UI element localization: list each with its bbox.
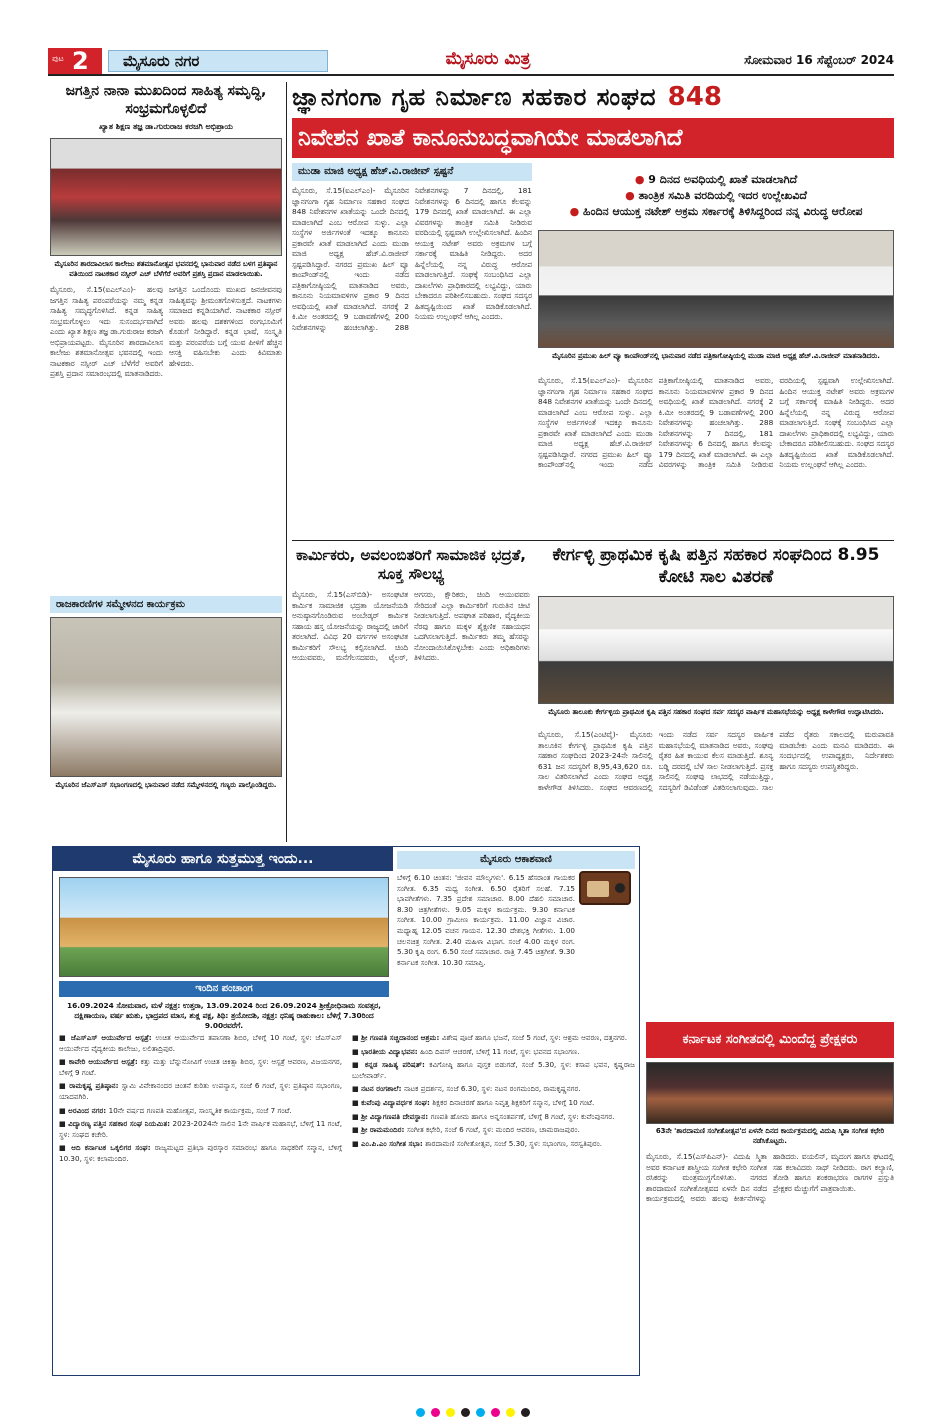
event-listing-item	[352, 1060, 635, 1081]
page-number-badge	[48, 48, 102, 74]
panchanga-text: 16.09.2024 ಸೋಮವಾರ, ಮಳೆ ನಕ್ಷತ್ರ: ಉತ್ತರಾ, 13.09.2024 ರಿಂದ 26.09.2024 ಶ್ರೀಕ್ರೋಧಿನಾಮ ಸಂವತ್ಸರ, ದಕ್ಷಿಣಾಯಣ, ವರ್ಷ ಋತು, ಭಾದ್ರಪದ ಮಾಸ, ಶುಕ್ಲ ಪಕ್ಷ, ತಿಥಿ: ತ್ರಯೋದಶಿ, ನಕ್ಷತ್ರ: ಧನಿಷ್ಠ ರಾಹುಕಾಲ: ಬೆಳಿಗ್ಗೆ 7.30ರಿಂದ 9.00ರವರೆಗೆ.	[67, 1001, 381, 1030]
event-listing-item	[352, 1047, 635, 1058]
event-listing-title: ಕುವೆಂಪು ವಿದ್ಯಾವರ್ಧಕ ಸಂಘ:	[361, 1097, 433, 1107]
event-listing-title: ಆದಿ ಕರ್ನಾಟಕ ಒಕ್ಕಲಿಗರ ಸಂಘ:	[71, 1143, 155, 1153]
culture-body: ಮೈಸೂರು, ಸೆ.15(ಐಎಲ್‌ಎಂ)- ಹಲವು ಜಗತ್ತಿನ ಸಾಹಿತ್ಯ ಪರಂಪರೆಯನ್ನು ನಮ್ಮ ಕನ್ನಡ ಸಾಹಿತ್ಯ ಸಮೃದ್ಧಗೊಳಿಸಿದೆ. ಕನ್ನಡ ಸಾಹಿತ್ಯ ಸಂಭ್ರಮಗೊಳ್ಳಲು ಇದು ಸುಸಂದರ್ಭವಾಗಿದೆ ಎಂದು ಖ್ಯಾತ ಶಿಕ್ಷಣ ತಜ್ಞ ಡಾ.ಗುರುರಾಜ ಕರಜಗಿ ಅಭಿಪ್ರಾಯಪಟ್ಟರು. ಮೈಸೂರಿನ ಶಾರದಾವಿಲಾಸ ಕಾಲೇಜು ಶತಮಾನೋತ್ಸವ ಭವನದಲ್ಲಿ ಇಂದು ನಾಟಕಕಾರ ನಸ್ಸೀರ್ ಎಚ್ ಬೆಳೆಗೆರೆ ಅವರಿಗೆ ಪ್ರಶಸ್ತಿ ಪ್ರದಾನ ಸಮಾರಂಭದಲ್ಲಿ ಮಾತನಾಡಿದರು. ಜಗತ್ತಿನ ಒಂದೊಂದು ಮುಖದ ಜನಜೀವನವು ಸಾಹಿತ್ಯವನ್ನು ಶ್ರೀಮಂತಗೊಳಿಸುತ್ತದೆ. ನಾಟಕಗಳು ಸಮಾಜದ ಕನ್ನಡಿಯಾಗಿವೆ. ನಾಟಕಕಾರ ನಸ್ಸೀರ್ ಅವರು ಹಲವು ದಶಕಗಳಿಂದ ರಂಗಭೂಮಿಗೆ ಕೊಡುಗೆ ನೀಡಿದ್ದಾರೆ. ಕನ್ನಡ ಭಾಷೆ, ಸಂಸ್ಕೃತಿ ಮತ್ತು ಪರಂಪರೆಯ ಬಗ್ಗೆ ಯುವ ಪೀಳಿಗೆ ಹೆಚ್ಚಿನ ಆಸಕ್ತಿ ವಹಿಸಬೇಕು ಎಂದು ಕಿವಿಮಾತು ಹೇಳಿದರು.	[50, 285, 282, 378]
lead-kicker: ಮುಡಾ ಮಾಜಿ ಅಧ್ಯಕ್ಷ ಹೆಚ್.ವಿ.ರಾಜೀವ್ ಸ್ಪಷ್ಟನೆ	[292, 163, 532, 181]
event-listing-title: ಶ್ರೀ ವಿದ್ಯಾಗಣಪತಿ ದೇವಸ್ಥಾನ:	[361, 1111, 431, 1121]
listing-bullet-icon: ■	[352, 1033, 362, 1042]
rajakarani-photo-caption: ಮೈಸೂರಿನ ಜೆಎಸ್‌ಎಸ್ ಸಭಾಂಗಣದಲ್ಲಿ ಭಾನುವಾರ ನಡೆದ ಸಮ್ಮೇಳನದಲ್ಲಿ ಗಣ್ಯರು ಪಾಲ್ಗೊಂಡಿದ್ದರು.	[55, 781, 277, 789]
event-listing-text: ಶಿಕ್ಷಕರ ದಿನಾಚರಣೆ ಹಾಗೂ ನಿವೃತ್ತ ಶಿಕ್ಷಕರಿಗೆ ಸನ್ಮಾನ, ಬೆಳಿಗ್ಗೆ 10 ಗಂಟೆ.	[432, 1097, 595, 1107]
event-listings	[59, 1033, 635, 1369]
section-title: ಮೈಸೂರು ನಗರ	[108, 50, 328, 72]
lead-headline-2: ನಿವೇಶನ ಖಾತೆ ಕಾನೂನುಬದ್ಧವಾಗಿಯೇ ಮಾಡಲಾಗಿದೆ	[292, 118, 894, 158]
cooperative-body: ಮೈಸೂರು, ಸೆ.15(ಎಂಟಿವೈ)- ಮೈಸೂರು ತಾಲೂಕಿನ ಕೇರ್ಗಳ್ಳಿ ಪ್ರಾಥಮಿಕ ಕೃಷಿ ಪತ್ತಿನ ಸಹಕಾರ ಸಂಘದಿಂದ 2023-24ನೇ ಸಾಲಿನಲ್ಲಿ 631 ಜನ ಸದಸ್ಯರಿಗೆ 8,95,43,620 ರೂ. ಸಾಲ ವಿತರಿಸಲಾಗಿದೆ ಎಂದು ಸಂಘದ ಅಧ್ಯಕ್ಷ ಕಾಳೇಗೌಡ ತಿಳಿಸಿದರು. ಸಂಘದ ಆವರಣದಲ್ಲಿ ಇಂದು ನಡೆದ ಸರ್ವ ಸದಸ್ಯರ ವಾರ್ಷಿಕ ಮಹಾಸಭೆಯಲ್ಲಿ ಮಾತನಾಡಿದ ಅವರು, ಸಂಘವು ರೈತರ ಹಿತ ಕಾಯುವ ಕೆಲಸ ಮಾಡುತ್ತಿದೆ. ಶೂನ್ಯ ಬಡ್ಡಿ ದರದಲ್ಲಿ ಬೆಳೆ ಸಾಲ ನೀಡಲಾಗುತ್ತಿದೆ. ಪ್ರಸಕ್ತ ಸಾಲಿನಲ್ಲಿ ಸಂಘವು ಲಾಭದಲ್ಲಿ ನಡೆಯುತ್ತಿದ್ದು, ಸದಸ್ಯರಿಗೆ ಡಿವಿಡೆಂಡ್ ವಿತರಿಸಲಾಗುವುದು. ಸಾಲ ಪಡೆದ ರೈತರು ಸಕಾಲದಲ್ಲಿ ಮರುಪಾವತಿ ಮಾಡಬೇಕು ಎಂದು ಮನವಿ ಮಾಡಿದರು. ಈ ಸಂದರ್ಭದಲ್ಲಿ ಉಪಾಧ್ಯಕ್ಷರು, ನಿರ್ದೇಶಕರು ಹಾಗೂ ಸದಸ್ಯರು ಉಪಸ್ಥಿತರಿದ್ದರು.	[538, 730, 894, 792]
bullet-icon: ●	[569, 205, 580, 218]
event-listing-text: ಕವಿಗೋಷ್ಠಿ ಹಾಗೂ ಪುಸ್ತಕ ಬಿಡುಗಡೆ, ಸಂಜೆ 5.30, ಸ್ಥಳ: ಕಸಾಪ ಭವನ, ಕೃಷ್ಣರಾಜ ಬುಲೇವಾರ್ಡ್.	[352, 1060, 635, 1080]
event-listing-text: ಹಿಂದಿ ದಿವಸ್ ಆಚರಣೆ, ಬೆಳಿಗ್ಗೆ 11 ಗಂಟೆ, ಸ್ಥಳ: ಭವನದ ಸಭಾಂಗಣ.	[420, 1046, 580, 1056]
music-body: ಮೈಸೂರು, ಸೆ.15(ಎಸ್‌ಪಿಎನ್)- ವಿದುಷಿ ಸ್ಮಿತಾ ಅವರ ಕರ್ನಾಟಕ ಶಾಸ್ತ್ರೀಯ ಸಂಗೀತ ಕಛೇರಿ ಸಂಗೀತ ರಸಿಕರನ್ನು ಮಂತ್ರಮುಗ್ಧಗೊಳಿಸಿತು. ನಗರದ ಶಾರದಾಮಣಿ ಸಂಗೀತೋತ್ಸವದ ಏಳನೇ ದಿನ ನಡೆದ ಕಾರ್ಯಕ್ರಮದಲ್ಲಿ ಅವರು ಹಲವು ಕೀರ್ತನೆಗಳನ್ನು ಹಾಡಿದರು. ವಯಲಿನ್, ಮೃದಂಗ ಹಾಗೂ ಘಟದಲ್ಲಿ ಸಹ ಕಲಾವಿದರು ಸಾಥ್ ನೀಡಿದರು. ರಾಗ ಕಲ್ಯಾಣಿ, ತೋಡಿ ಹಾಗೂ ಶಂಕರಾಭರಣ ರಾಗಗಳ ಪ್ರಸ್ತುತಿ ಪ್ರೇಕ್ಷಕರ ಮೆಚ್ಚುಗೆಗೆ ಪಾತ್ರವಾಯಿತು.	[646, 1152, 894, 1203]
rajakarani-photo	[50, 617, 282, 777]
date: ಸೋಮವಾರ 16 ಸೆಪ್ಟೆಂಬರ್ 2024	[744, 53, 894, 67]
culture-photo	[50, 138, 282, 256]
event-listing-text: ಶಾರದಾಮಣಿ ಸಂಗೀತೋತ್ಸವ, ಸಂಜೆ 5.30, ಸ್ಥಳ: ಸಭಾಂಗಣ, ಸರಸ್ವತಿಪುರಂ.	[425, 1138, 603, 1148]
radio-icon	[579, 871, 631, 905]
panchanga-title: ಇಂದಿನ ಪಂಚಾಂಗ	[59, 981, 389, 997]
listing-bullet-icon: ■	[352, 1060, 365, 1070]
event-listing-title: ಕಾವೇರಿ ಆಯುರ್ವೇದ ಆಸ್ಪತ್ರೆ:	[68, 1057, 141, 1067]
event-listing-item	[59, 1057, 342, 1078]
radio-schedule: ಬೆಳಿಗ್ಗೆ 6.10 ಚಿಂತನ: 'ಜೀವನ ಮೌಲ್ಯಗಳು'. 6.15 ಹೆಸರಾಂತ ಗಾಯಕರ ಸಂಗೀತ. 6.35 ಮಧ್ಯ ಸಂಗೀತ. 6.50 ರೈತರಿಗೆ ಸಲಹೆ. 7.15 ಭಾವಗೀತೆಗಳು. 7.35 ಪ್ರದೇಶ ಸಮಾಚಾರ. 8.00 ದೆಹಲಿ ಸಮಾಚಾರ. 8.30 ಚಿತ್ರಗೀತೆಗಳು. 9.05 ಮಕ್ಕಳ ಕಾರ್ಯಕ್ರಮ. 9.30 ಕರ್ನಾಟಕ ಸಂಗೀತ. 10.00 ಗ್ರಾಮೀಣ ಕಾರ್ಯಕ್ರಮ. 11.00 ವಿಜ್ಞಾನ ವಿಚಾರ. ಮಧ್ಯಾಹ್ನ 12.05 ವಚನ ಗಾಯನ. 12.30 ದೇಶಭಕ್ತಿ ಗೀತೆಗಳು. 1.00 ಚಲನಚಿತ್ರ ಸಂಗೀತ. 2.40 ಮಹಿಳಾ ವಿಭಾಗ. ಸಂಜೆ 4.00 ಮಕ್ಕಳ ರಂಗ. 5.30 ಕೃಷಿ ರಂಗ. 6.50 ಸಂಜೆ ಸಮಾಚಾರ. ರಾತ್ರಿ 7.45 ಚಿತ್ರಗೀತೆ. 9.30 ಕರ್ನಾಟಕ ಸಂಗೀತ. 10.30 ಸಮಾಪ್ತಿ.	[397, 873, 575, 967]
event-listing-text: 10ನೇ ವರ್ಷದ ಗಣಪತಿ ಮಹೋತ್ಸವ, ಸಾಂಸ್ಕೃತಿಕ ಕಾರ್ಯಕ್ರಮ, ಸಂಜೆ 7 ಗಂಟೆ.	[108, 1105, 292, 1115]
page-number: 2	[72, 47, 89, 75]
registration-dot	[521, 1408, 530, 1417]
event-listing-title: ಅರವಿಂದ ನಗರ:	[68, 1105, 109, 1115]
event-listing-item	[59, 1033, 342, 1054]
column-divider	[286, 82, 287, 842]
culture-photo-caption: ಮೈಸೂರಿನ ಶಾರದಾವಿಲಾಸ ಕಾಲೇಜು ಶತಮಾನೋತ್ಸವ ಭವನದಲ್ಲಿ ಭಾನುವಾರ ನಡೆದ ಬಳಗ ಪ್ರತಿಷ್ಠಾನ ವತಿಯಿಂದ ನಾಟಕಕಾರ ನಸ್ಸೀರ್ ಎಚ್ ಬೆಳೆಗೆರೆ ಅವರಿಗೆ ಪ್ರಶಸ್ತಿ ಪ್ರದಾನ ಮಾಡಲಾಯಿತು.	[54, 260, 278, 278]
lead-headline-line1: ಜ್ಞಾನಗಂಗಾ ಗೃಹ ನಿರ್ಮಾಣ ಸಹಕಾರ ಸಂಘದ	[292, 83, 657, 111]
event-listing-title: ಶ್ರೀ ರಾಮಮಂದಿರ:	[361, 1125, 407, 1135]
event-listing-item	[352, 1098, 635, 1109]
event-listing-title: ಶ್ರೀ ಗಣಪತಿ ಸಚ್ಚಿದಾನಂದ ಆಶ್ರಮ:	[361, 1033, 442, 1042]
lead-bullet-2: ತಾಂತ್ರಿಕ ಸಮಿತಿ ವರದಿಯಲ್ಲಿ ಇದರ ಉಲ್ಲೇಖವಿದೆ	[638, 189, 807, 202]
listing-bullet-icon: ■	[59, 1143, 72, 1153]
radio-title: ಮೈಸೂರು ಆಕಾಶವಾಣಿ	[397, 851, 635, 869]
lead-bottom-rule	[292, 540, 894, 541]
event-listing-text: ಕತ್ತು ಮತ್ತು ಬೆನ್ನುನೋವಿಗೆ ಉಚಿತ ಚಿಕಿತ್ಸಾ ಶಿಬಿರ, ಸ್ಥಳ: ಆಸ್ಪತ್ರೆ ಆವರಣ, ವಿಜಯನಗರ, ಬೆಳಿಗ್ಗೆ 9 ಗಂಟೆ.	[59, 1057, 343, 1077]
registration-dot	[476, 1408, 485, 1417]
lead-bullets	[538, 172, 894, 220]
listing-bullet-icon: ■	[352, 1125, 362, 1135]
listing-bullet-icon: ■	[352, 1097, 362, 1107]
culture-headline: ಜಗತ್ತಿನ ನಾನಾ ಮುಖದಿಂದ ಸಾಹಿತ್ಯ ಸಮೃದ್ಧಿ, ಸಂಭ್ರಮಗೊಳ್ಳಲಿದೆ	[65, 83, 267, 117]
event-listing-text: ವಿಶೇಷ ಪೂಜೆ ಹಾಗೂ ಭಜನೆ, ಸಂಜೆ 5 ಗಂಟೆ, ಸ್ಥಳ: ಆಶ್ರಮ ಆವರಣ, ದತ್ತನಗರ.	[441, 1033, 628, 1042]
today-banner: ಮೈಸೂರು ಹಾಗೂ ಸುತ್ತಮುತ್ತ ಇಂದು...	[53, 847, 393, 871]
event-listing-item	[352, 1033, 635, 1044]
lead-headline-1	[292, 82, 894, 118]
event-listing-title: ವಿದ್ಯಾರಣ್ಯ ಪತ್ತಿನ ಸಹಕಾರ ಸಂಘ ನಿಯಮಿತ:	[68, 1119, 173, 1129]
event-listing-text: 2023-2024ನೇ ಸಾಲಿನ 1ನೇ ವಾರ್ಷಿಕ ಮಹಾಸಭೆ, ಬೆಳಿಗ್ಗೆ 11 ಗಂಟೆ, ಸ್ಥಳ: ಸಂಘದ ಕಚೇರಿ.	[59, 1119, 342, 1139]
event-listing-title: ಕನ್ನಡ ಸಾಹಿತ್ಯ ಪರಿಷತ್:	[364, 1060, 430, 1070]
registration-dot	[446, 1408, 455, 1417]
registration-dot	[491, 1408, 500, 1417]
cooperative-headline: ಕೇರ್ಗಳ್ಳಿ ಪ್ರಾಥಮಿಕ ಕೃಷಿ ಪತ್ತಿನ ಸಹಕಾರ ಸಂಘದಿಂದ 8.95 ಕೋಟಿ ಸಾಲ ವಿತರಣೆ	[552, 545, 880, 587]
lead-body: ಮೈಸೂರು, ಸೆ.15(ಐಎಲ್‌ಎಂ)- ಮೈಸೂರಿನ ಜ್ಞಾನಗಂಗಾ ಗೃಹ ನಿರ್ಮಾಣ ಸಹಕಾರ ಸಂಘದ 848 ನಿವೇಶನಗಳ ಖಾತೆಯನ್ನು ಒಂದೇ ದಿನದಲ್ಲಿ ಮಾಡಲಾಗಿದೆ ಎಂಬ ಆರೋಪ ಸುಳ್ಳು. ಎಲ್ಲಾ ಸಂಸ್ಥೆಗಳ ಅರ್ಜಿಗಳಂತೆ ಇದಕ್ಕೂ ಕಾನೂನು ಪ್ರಕಾರವೇ ಖಾತೆ ಮಾಡಲಾಗಿದೆ ಎಂದು ಮುಡಾ ಮಾಜಿ ಅಧ್ಯಕ್ಷ ಹೆಚ್.ವಿ.ರಾಜೀವ್ ಸ್ಪಷ್ಟಪಡಿಸಿದ್ದಾರೆ. ನಗರದ ಪ್ರಮುಖ ಹಿಲ್ ವ್ಯೂ ಕಾಂಪೌಂಡ್‌ನಲ್ಲಿ ಇಂದು ನಡೆದ ಪತ್ರಿಕಾಗೋಷ್ಠಿಯಲ್ಲಿ ಮಾತನಾಡಿದ ಅವರು, ಕಾನೂನು ನಿಯಮಾವಳಿಗಳ ಪ್ರಕಾರ 9 ದಿನದ ಅವಧಿಯಲ್ಲಿ ಖಾತೆ ಮಾಡಲಾಗಿದೆ. ನಗರಕ್ಕೆ 2 ಕಿ.ಮೀ ಅಂತರದಲ್ಲಿ 9 ಬಡಾವಣೆಗಳಲ್ಲಿ 200 ನಿವೇಶನಗಳನ್ನು ಹಂಚಲಾಗಿತ್ತು. 288 ನಿವೇಶನಗಳನ್ನು 7 ದಿನದಲ್ಲಿ, 181 ನಿವೇಶನಗಳನ್ನು 6 ದಿನದಲ್ಲಿ ಹಾಗೂ ಕೆಲವನ್ನು 179 ದಿನದಲ್ಲಿ ಖಾತೆ ಮಾಡಲಾಗಿದೆ. ಈ ಎಲ್ಲಾ ವಿವರಗಳನ್ನು ತಾಂತ್ರಿಕ ಸಮಿತಿ ನೀಡಿರುವ ವರದಿಯಲ್ಲಿ ಸ್ಪಷ್ಟವಾಗಿ ಉಲ್ಲೇಖಿಸಲಾಗಿದೆ. ಹಿಂದಿನ ಆಯುಕ್ತ ನಟೇಶ್ ಅವರು ಅಕ್ರಮಗಳ ಬಗ್ಗೆ ಸರ್ಕಾರಕ್ಕೆ ಮಾಹಿತಿ ನೀಡಿದ್ದರು. ಅದರ ಹಿನ್ನೆಲೆಯಲ್ಲಿ ನನ್ನ ವಿರುದ್ಧ ಆರೋಪ ಮಾಡಲಾಗುತ್ತಿದೆ. ಸಂಘಕ್ಕೆ ಸಂಬಂಧಿಸಿದ ಎಲ್ಲಾ ದಾಖಲೆಗಳು ಪ್ರಾಧಿಕಾರದಲ್ಲಿ ಲಭ್ಯವಿದ್ದು, ಯಾರು ಬೇಕಾದರೂ ಪರಿಶೀಲಿಸಬಹುದು. ಸಂಘದ ಸದಸ್ಯರ ಹಿತದೃಷ್ಟಿಯಿಂದ ಖಾತೆ ಮಾಡಿಕೊಡಲಾಗಿದೆ. ನಿಯಮ ಉಲ್ಲಂಘನೆ ಆಗಿಲ್ಲ ಎಂದರು.	[292, 186, 532, 332]
rajakarani-story	[50, 596, 282, 844]
palace-photo	[59, 877, 389, 977]
lead-photo	[538, 230, 894, 348]
event-listing-title: ಜೆಎಸ್‌ಎಸ್ ಆಯುರ್ವೇದ ಆಸ್ಪತ್ರೆ:	[70, 1033, 156, 1042]
listing-bullet-icon: ■	[352, 1111, 362, 1121]
registration-dot	[416, 1408, 425, 1417]
workers-story	[292, 546, 530, 842]
culture-story	[50, 82, 282, 592]
event-listing-item	[59, 1081, 342, 1102]
music-headline: ಕರ್ನಾಟಕ ಸಂಗೀತದಲ್ಲಿ ಮಿಂದೆದ್ದ ಪ್ರೇಕ್ಷಕರು	[646, 1022, 894, 1058]
registration-dot	[431, 1408, 440, 1417]
event-listing-title: ಭಾರತೀಯ ವಿದ್ಯಾಭವನ:	[361, 1046, 421, 1056]
cooperative-photo	[538, 596, 894, 704]
event-listing-item	[59, 1106, 342, 1117]
lead-headline-number: 848	[667, 82, 722, 112]
event-listing-item	[352, 1112, 635, 1123]
event-listing-title: ರಾಮಕೃಷ್ಣ ಪ್ರತಿಷ್ಠಾನ:	[69, 1081, 122, 1091]
page-label: ಪುಟ	[52, 54, 64, 63]
today-box	[52, 846, 640, 1376]
event-listing-item	[352, 1084, 635, 1095]
listing-bullet-icon: ■	[59, 1057, 69, 1067]
bullet-icon: ●	[625, 189, 635, 202]
event-listing-text: ಸಂಗೀತ ಕಛೇರಿ, ಸಂಜೆ 6 ಗಂಟೆ, ಸ್ಥಳ: ಮಂದಿರ ಆವರಣ, ಚಾಮರಾಜಪುರಂ.	[406, 1125, 580, 1135]
event-listing-item	[59, 1143, 342, 1164]
event-listing-text: ಗಣಪತಿ ಹೋಮ ಹಾಗೂ ಅನ್ನಸಂತರ್ಪಣೆ, ಬೆಳಿಗ್ಗೆ 8 ಗಂಟೆ, ಸ್ಥಳ: ಕುವೆಂಪುನಗರ.	[430, 1111, 615, 1121]
listing-bullet-icon: ■	[352, 1046, 362, 1056]
event-listing-text: ಸ್ವಾಮಿ ವಿವೇಕಾನಂದರ ಚಿಂತನೆ ಕುರಿತು ಉಪನ್ಯಾಸ, ಸಂಜೆ 6 ಗಂಟೆ, ಸ್ಥಳ: ಪ್ರತಿಷ್ಠಾನ ಸಭಾಂಗಣ, ಯಾದವಗಿರಿ.	[59, 1081, 342, 1101]
listing-bullet-icon: ■	[352, 1138, 362, 1148]
event-listing-item	[59, 1119, 342, 1140]
event-listing-text: ಉಚಿತ ಆಯುರ್ವೇದ ತಪಾಸಣಾ ಶಿಬಿರ, ಬೆಳಿಗ್ಗೆ 10 ಗಂಟೆ, ಸ್ಥಳ: ಜೆಎಸ್‌ಎಸ್ ಆಯುರ್ವೇದ ವೈದ್ಯಕೀಯ ಕಾಲೇಜು, ಲಲಿತಾದ್ರಿಪುರ.	[59, 1033, 342, 1053]
lead-photo-caption: ಮೈಸೂರಿನ ಪ್ರಮುಖ ಹಿಲ್ ವ್ಯೂ ಕಾಂಪೌಂಡ್‌ನಲ್ಲಿ ಭಾನುವಾರ ನಡೆದ ಪತ್ರಿಕಾಗೋಷ್ಠಿಯಲ್ಲಿ ಮುಡಾ ಮಾಜಿ ಅಧ್ಯಕ್ಷ ಹೆಚ್.ವಿ.ರಾಜೀವ್ ಮಾತನಾಡಿದರು.	[552, 352, 880, 360]
rajakarani-headline: ರಾಜಕಾರಣಿಗಳ ಸಮ್ಮೇಳನದ ಕಾರ್ಯಕ್ರಮ	[50, 596, 282, 613]
event-listing-title: ನಟನ ರಂಗಶಾಲೆ:	[361, 1084, 404, 1094]
registration-dot	[506, 1408, 515, 1417]
masthead: ಮೈಸೂರು ಮಿತ್ರ	[445, 49, 531, 69]
lead-bullet-1: 9 ದಿನದ ಅವಧಿಯಲ್ಲಿ ಖಾತೆ ಮಾಡಲಾಗಿದೆ	[648, 173, 798, 186]
workers-body: ಮೈಸೂರು, ಸೆ.15(ಎಸ್‌ಬಿಡಿ)- ಅಸಂಘಟಿತ ಕಾರ್ಮಿಕ ಸಾಮಾಜಿಕ ಭದ್ರತಾ ಯೋಜನೆಯಡಿ ಅನುಷ್ಠಾನಗೊಂಡಿರುವ ಅಂಬೇಡ್ಕರ್ ಕಾರ್ಮಿಕ ಸಹಾಯ ಹಸ್ತ ಯೋಜನೆಯನ್ನು ರಾಜ್ಯದಲ್ಲಿ ಜಾರಿಗೆ ತರಲಾಗಿದೆ. ವಿವಿಧ 20 ವರ್ಗಗಳ ಅಸಂಘಟಿತ ಕಾರ್ಮಿಕರಿಗೆ ಸೌಲಭ್ಯ ಕಲ್ಪಿಸಲಾಗಿದೆ. ಚಿಂದಿ ಆಯುವವರು, ಮನೆಗೆಲಸದವರು, ಟೈಲರ್, ಅಗಸರು, ಕ್ಷೌರಿಕರು, ಚಿಂದಿ ಆಯುವವರು ಸೇರಿದಂತೆ ಎಲ್ಲಾ ಕಾರ್ಮಿಕರಿಗೆ ಗುರುತಿನ ಚೀಟಿ ನೀಡಲಾಗುತ್ತಿದೆ. ಅಪಘಾತ ಪರಿಹಾರ, ವೈದ್ಯಕೀಯ ನೆರವು ಹಾಗೂ ಮಕ್ಕಳ ಶೈಕ್ಷಣಿಕ ಸಹಾಯಧನ ಒದಗಿಸಲಾಗುತ್ತಿದೆ. ಕಾರ್ಮಿಕರು ತಮ್ಮ ಹೆಸರನ್ನು ನೋಂದಾಯಿಸಿಕೊಳ್ಳಬೇಕು ಎಂದು ಅಧಿಕಾರಿಗಳು ತಿಳಿಸಿದರು.	[292, 590, 530, 662]
event-listing-text: ರಾಜ್ಯಮಟ್ಟದ ಪ್ರತಿಭಾ ಪುರಸ್ಕಾರ ಸಮಾರಂಭ ಹಾಗೂ ಸಾಧಕರಿಗೆ ಸನ್ಮಾನ, ಬೆಳಿಗ್ಗೆ 10.30, ಸ್ಥಳ: ಕಲಾಮಂದಿರ.	[59, 1143, 343, 1163]
bullet-icon: ●	[634, 173, 645, 186]
listing-bullet-icon: ■	[59, 1081, 70, 1091]
listing-bullet-icon: ■	[59, 1105, 69, 1115]
music-photo	[646, 1062, 894, 1124]
registration-marks	[0, 1402, 945, 1416]
cooperative-photo-caption: ಮೈಸೂರು ತಾಲೂಕು ಕೇರ್ಗಳ್ಳಿಯ ಪ್ರಾಥಮಿಕ ಕೃಷಿ ಪತ್ತಿನ ಸಹಕಾರ ಸಂಘದ ಸರ್ವ ಸದಸ್ಯರ ವಾರ್ಷಿಕ ಮಹಾಸಭೆಯನ್ನು ಅಧ್ಯಕ್ಷ ಕಾಳೇಗೌಡ ಉದ್ಘಾಟಿಸಿದರು.	[548, 708, 884, 716]
event-listing-title: ಎಂ.ಪಿ.ಎಂ ಸಂಗೀತ ಸಭಾ:	[361, 1138, 426, 1148]
page-header	[48, 46, 894, 76]
listing-bullet-icon: ■	[59, 1033, 71, 1042]
music-photo-caption: 63ನೇ 'ಶಾರದಾಮಣಿ ಸಂಗೀತೋತ್ಸವ'ದ ಏಳನೇ ದಿನದ ಕಾರ್ಯಕ್ರಮದಲ್ಲಿ ವಿದುಷಿ ಸ್ಮಿತಾ ಸಂಗೀತ ಕಛೇರಿ ನಡೆಸಿಕೊಟ್ಟರು.	[655, 1127, 885, 1145]
registration-dot	[461, 1408, 470, 1417]
culture-subhead: ಖ್ಯಾತ ಶಿಕ್ಷಣ ತಜ್ಞ ಡಾ.ಗುರುರಾಜ ಕರಜಗಿ ಅಭಿಪ್ರಾಯ	[98, 122, 233, 131]
lead-bullet-3: ಹಿಂದಿನ ಆಯುಕ್ತ ನಟೇಶ್ ಅಕ್ರಮ ಸರ್ಕಾರಕ್ಕೆ ತಿಳಿಸಿದ್ದರಿಂದ ನನ್ನ ವಿರುದ್ಧ ಆರೋಪ	[583, 205, 863, 218]
event-listing-item	[352, 1139, 635, 1150]
listing-bullet-icon: ■	[352, 1084, 362, 1094]
lead-body-continued: ಮೈಸೂರು, ಸೆ.15(ಐಎಲ್‌ಎಂ)- ಮೈಸೂರಿನ ಜ್ಞಾನಗಂಗಾ ಗೃಹ ನಿರ್ಮಾಣ ಸಹಕಾರ ಸಂಘದ 848 ನಿವೇಶನಗಳ ಖಾತೆಯನ್ನು ಒಂದೇ ದಿನದಲ್ಲಿ ಮಾಡಲಾಗಿದೆ ಎಂಬ ಆರೋಪ ಸುಳ್ಳು. ಎಲ್ಲಾ ಸಂಸ್ಥೆಗಳ ಅರ್ಜಿಗಳಂತೆ ಇದಕ್ಕೂ ಕಾನೂನು ಪ್ರಕಾರವೇ ಖಾತೆ ಮಾಡಲಾಗಿದೆ ಎಂದು ಮುಡಾ ಮಾಜಿ ಅಧ್ಯಕ್ಷ ಹೆಚ್.ವಿ.ರಾಜೀವ್ ಸ್ಪಷ್ಟಪಡಿಸಿದ್ದಾರೆ. ನಗರದ ಪ್ರಮುಖ ಹಿಲ್ ವ್ಯೂ ಕಾಂಪೌಂಡ್‌ನಲ್ಲಿ ಇಂದು ನಡೆದ ಪತ್ರಿಕಾಗೋಷ್ಠಿಯಲ್ಲಿ ಮಾತನಾಡಿದ ಅವರು, ಕಾನೂನು ನಿಯಮಾವಳಿಗಳ ಪ್ರಕಾರ 9 ದಿನದ ಅವಧಿಯಲ್ಲಿ ಖಾತೆ ಮಾಡಲಾಗಿದೆ. ನಗರಕ್ಕೆ 2 ಕಿ.ಮೀ ಅಂತರದಲ್ಲಿ 9 ಬಡಾವಣೆಗಳಲ್ಲಿ 200 ನಿವೇಶನಗಳನ್ನು ಹಂಚಲಾಗಿತ್ತು. 288 ನಿವೇಶನಗಳನ್ನು 7 ದಿನದಲ್ಲಿ, 181 ನಿವೇಶನಗಳನ್ನು 6 ದಿನದಲ್ಲಿ ಹಾಗೂ ಕೆಲವನ್ನು 179 ದಿನದಲ್ಲಿ ಖಾತೆ ಮಾಡಲಾಗಿದೆ. ಈ ಎಲ್ಲಾ ವಿವರಗಳನ್ನು ತಾಂತ್ರಿಕ ಸಮಿತಿ ನೀಡಿರುವ ವರದಿಯಲ್ಲಿ ಸ್ಪಷ್ಟವಾಗಿ ಉಲ್ಲೇಖಿಸಲಾಗಿದೆ. ಹಿಂದಿನ ಆಯುಕ್ತ ನಟೇಶ್ ಅವರು ಅಕ್ರಮಗಳ ಬಗ್ಗೆ ಸರ್ಕಾರಕ್ಕೆ ಮಾಹಿತಿ ನೀಡಿದ್ದರು. ಅದರ ಹಿನ್ನೆಲೆಯಲ್ಲಿ ನನ್ನ ವಿರುದ್ಧ ಆರೋಪ ಮಾಡಲಾಗುತ್ತಿದೆ. ಸಂಘಕ್ಕೆ ಸಂಬಂಧಿಸಿದ ಎಲ್ಲಾ ದಾಖಲೆಗಳು ಪ್ರಾಧಿಕಾರದಲ್ಲಿ ಲಭ್ಯವಿದ್ದು, ಯಾರು ಬೇಕಾದರೂ ಪರಿಶೀಲಿಸಬಹುದು. ಸಂಘದ ಸದಸ್ಯರ ಹಿತದೃಷ್ಟಿಯಿಂದ ಖಾತೆ ಮಾಡಿಕೊಡಲಾಗಿದೆ. ನಿಯಮ ಉಲ್ಲಂಘನೆ ಆಗಿಲ್ಲ ಎಂದರು.	[538, 376, 894, 469]
workers-headline: ಕಾರ್ಮಿಕರು, ಅವಲಂಬಿತರಿಗೆ ಸಾಮಾಜಿಕ ಭದ್ರತೆ, ಸೂಕ್ತ ಸೌಲಭ್ಯ	[295, 546, 526, 583]
listing-bullet-icon: ■	[59, 1119, 69, 1129]
event-listing-item	[352, 1125, 635, 1136]
event-listing-text: ನಾಟಕ ಪ್ರದರ್ಶನ, ಸಂಜೆ 6.30, ಸ್ಥಳ: ನಟನ ರಂಗಮಂದಿರ, ರಾಮಕೃಷ್ಣನಗರ.	[403, 1084, 581, 1094]
